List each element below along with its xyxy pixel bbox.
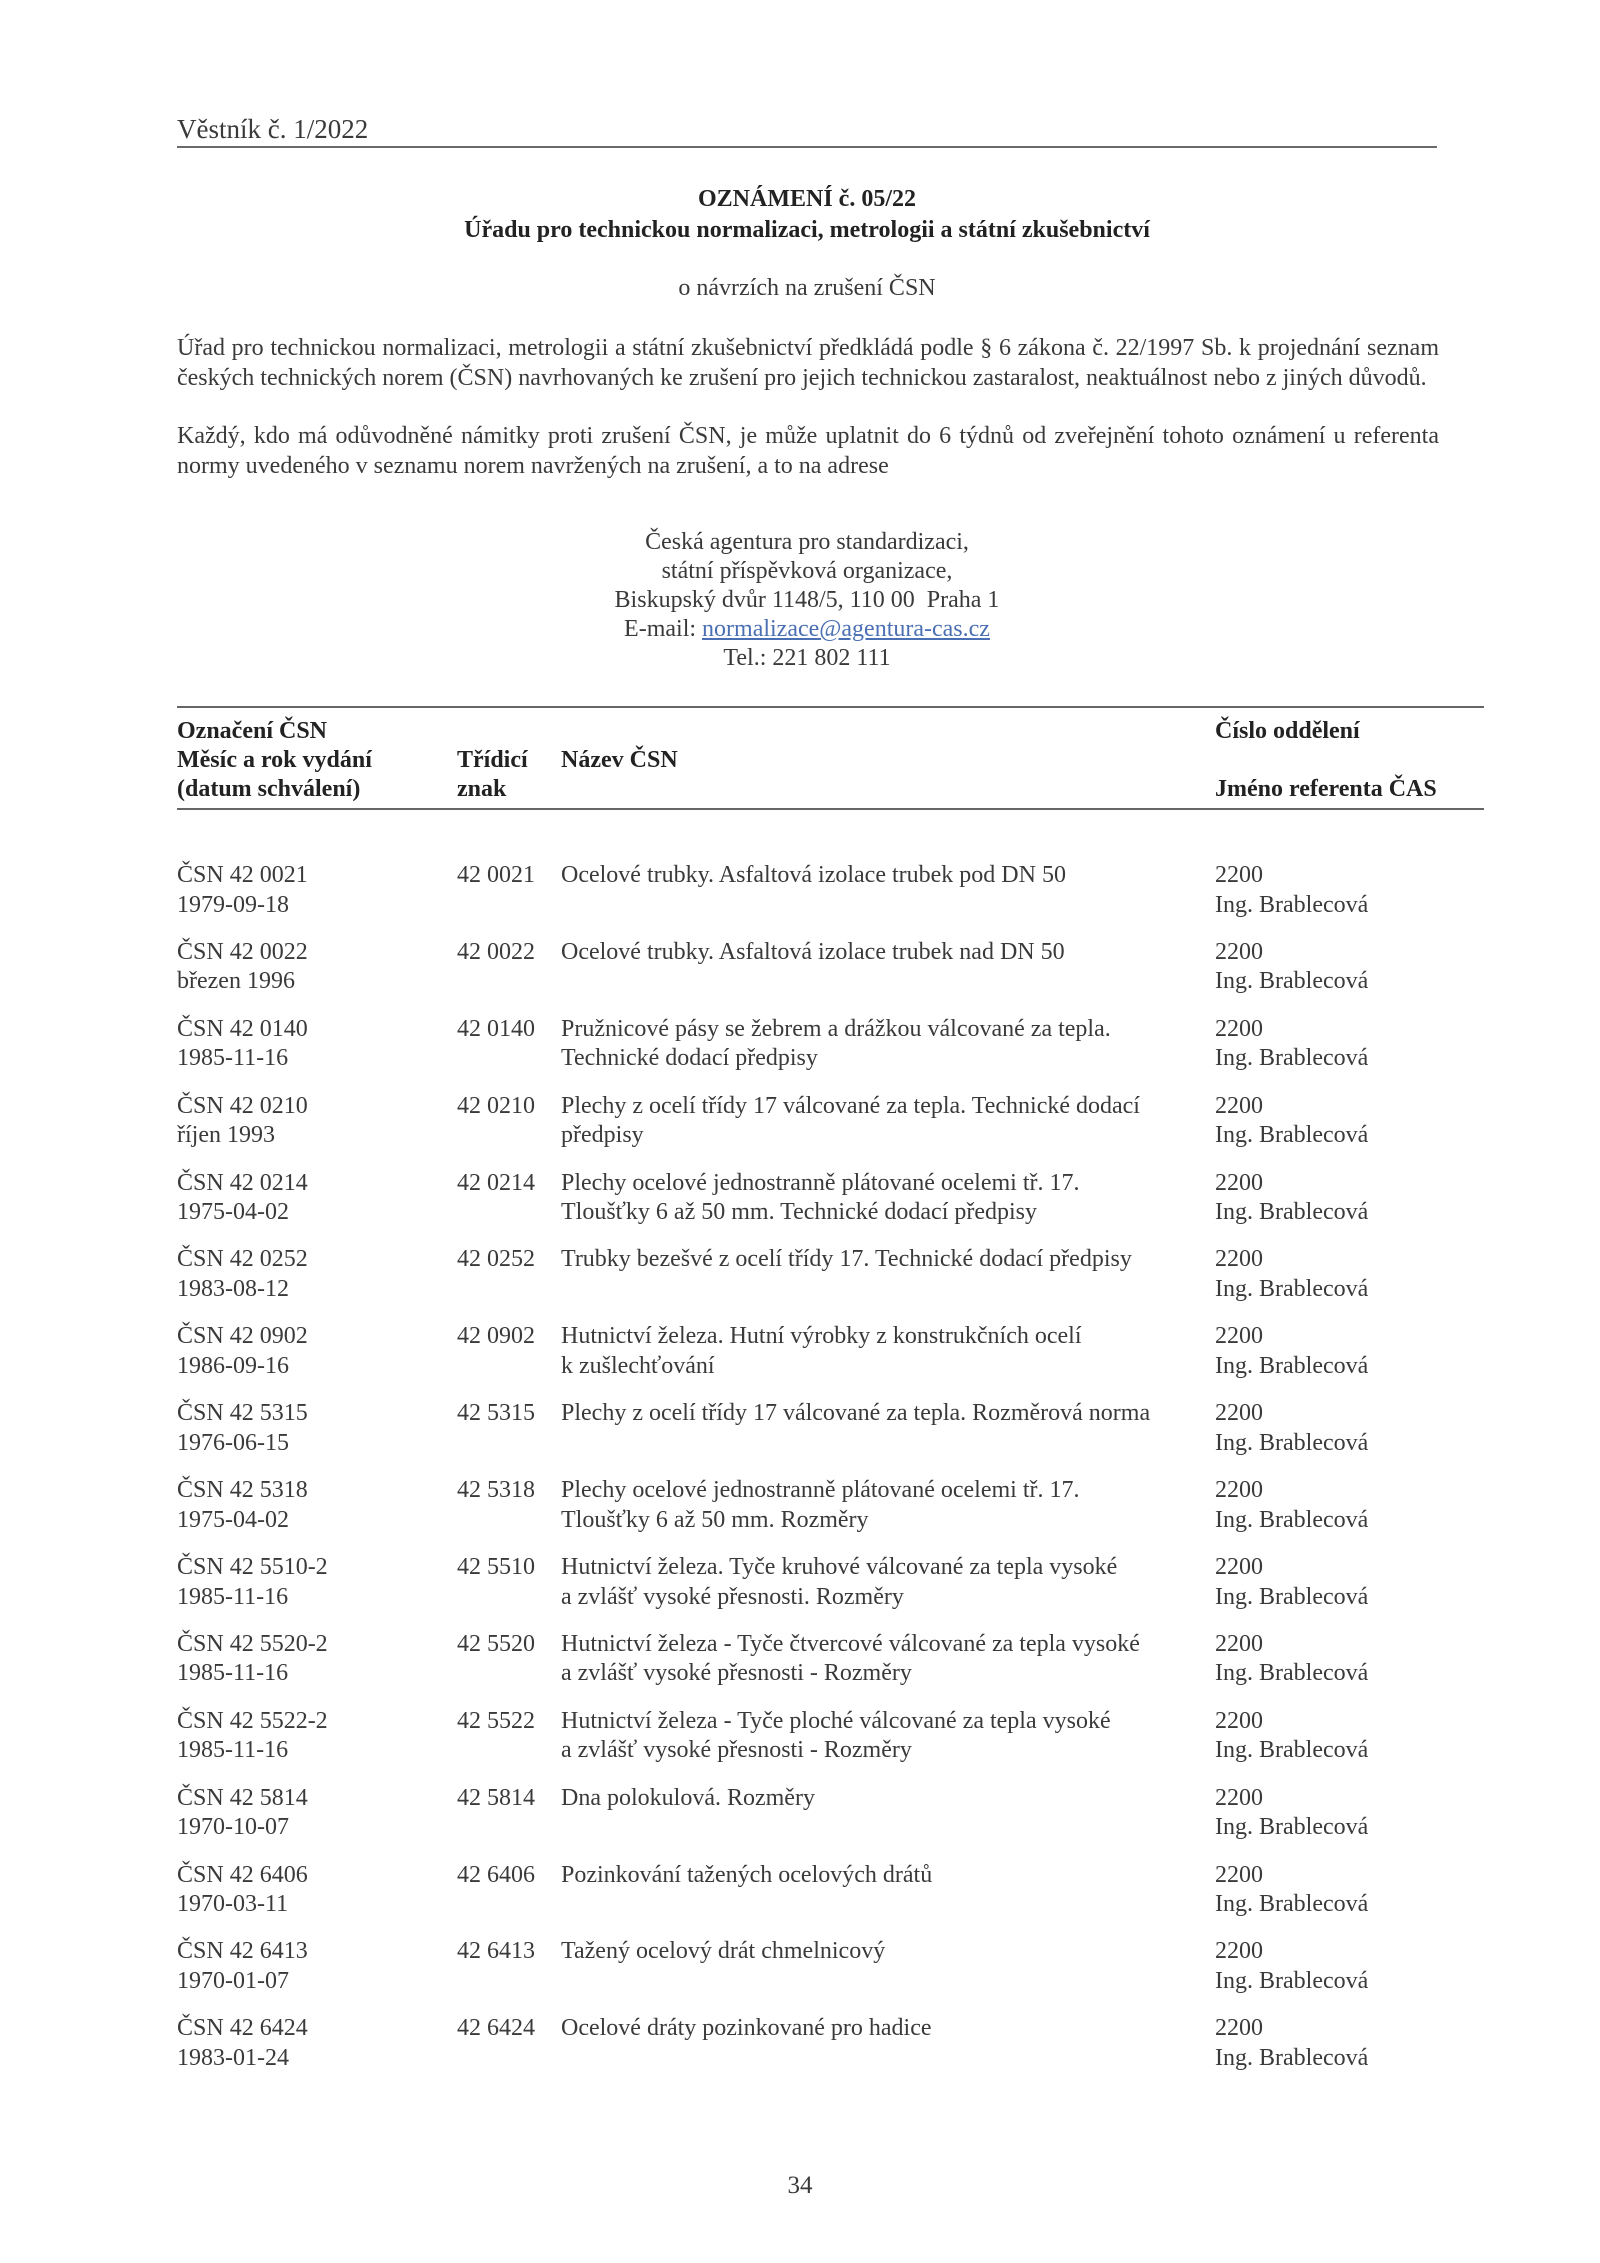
- standard-designation: ČSN 42 5510-2: [177, 1554, 328, 1581]
- standard-title-line: Hutnictví železa. Tyče kruhové válcované za tepla vysoké: [561, 1554, 1118, 1581]
- standard-title-line: Plechy ocelové jednostranně plátované ocelemi tř. 17.: [561, 1169, 1080, 1196]
- standard-title-cell: [561, 1630, 1140, 1689]
- standard-title-cell: [561, 938, 1065, 968]
- department-number: 2200: [1215, 1707, 1263, 1734]
- referent-name: Ing. Brablecová: [1215, 1429, 1369, 1456]
- table-row: [177, 2014, 1484, 2091]
- referent-name: Ing. Brablecová: [1215, 1814, 1369, 1841]
- classification-code: 42 5318: [457, 1477, 535, 1504]
- table-row: [177, 1553, 1484, 1630]
- paragraph-line: Úřad pro technickou normalizaci, metrologii a státní zkušebnictví předkládá podle § 6 zákona č. 22/1997 Sb. k projednání seznam: [177, 335, 1439, 361]
- email-label: E-mail:: [624, 616, 697, 642]
- department-number: 2200: [1215, 1092, 1263, 1119]
- standard-title-line: a zvlášť vysoké přesnosti - Rozměry: [561, 1737, 912, 1764]
- email-link[interactable]: normalizace@agentura-cas.cz: [702, 616, 990, 642]
- table-row: [177, 1861, 1484, 1938]
- standard-title-cell: [561, 1092, 1140, 1151]
- header-title: Název ČSN: [561, 747, 678, 773]
- classification-code: 42 0140: [457, 1015, 535, 1042]
- referent-cell: [1215, 1169, 1368, 1228]
- department-number: 2200: [1215, 2015, 1263, 2042]
- referent-name: Ing. Brablecová: [1215, 1199, 1369, 1226]
- designation-cell: [177, 1245, 308, 1304]
- referent-name: Ing. Brablecová: [1215, 968, 1369, 995]
- issue-date: 1986-09-16: [177, 1352, 289, 1379]
- classification-code: 42 6406: [457, 1861, 535, 1888]
- standard-title-line: Plechy z ocelí třídy 17 válcované za tepla. Technické dodací: [561, 1092, 1140, 1119]
- referent-name: Ing. Brablecová: [1215, 1737, 1369, 1764]
- classification-code: 42 0252: [457, 1246, 535, 1273]
- designation-cell: [177, 861, 308, 920]
- table-row: [177, 1707, 1484, 1784]
- referent-cell: [1215, 1553, 1368, 1612]
- standard-title-cell: [561, 1169, 1079, 1228]
- standard-title-line: Pružnicové pásy se žebrem a drážkou válcované za tepla.: [561, 1015, 1111, 1042]
- address-phone: Tel.: 221 802 111: [723, 645, 891, 671]
- issue-date: 1985-11-16: [177, 1045, 289, 1072]
- standard-title-cell: [561, 1245, 1132, 1275]
- standard-designation: ČSN 42 5315: [177, 1400, 308, 1427]
- classification-code: 42 0022: [457, 938, 535, 965]
- issue-date: 1975-04-02: [177, 1506, 289, 1533]
- standard-designation: ČSN 42 5318: [177, 1477, 308, 1504]
- designation-cell: [177, 1322, 308, 1381]
- table-row: [177, 1322, 1484, 1399]
- standard-title-cell: [561, 1015, 1111, 1074]
- designation-cell: [177, 1476, 308, 1535]
- referent-name: Ing. Brablecová: [1215, 1891, 1369, 1918]
- referent-cell: [1215, 1322, 1368, 1381]
- standard-title-line: a zvlášť vysoké přesnosti - Rozměry: [561, 1660, 912, 1687]
- table-header-rule: [177, 808, 1484, 810]
- intro-paragraph: [177, 333, 1439, 393]
- classification-code: 42 0210: [457, 1092, 535, 1119]
- designation-cell: [177, 1707, 328, 1766]
- issue-date: 1979-09-18: [177, 891, 289, 918]
- department-number: 2200: [1215, 938, 1263, 965]
- referent-cell: [1215, 1476, 1368, 1535]
- department-number: 2200: [1215, 1169, 1263, 1196]
- table-row: [177, 861, 1484, 938]
- standard-designation: ČSN 42 0902: [177, 1323, 308, 1350]
- standard-title-line: Technické dodací předpisy: [561, 1045, 818, 1072]
- classification-code: 42 5315: [457, 1400, 535, 1427]
- issue-date: 1985-11-16: [177, 1660, 289, 1687]
- standard-title-line: Ocelové dráty pozinkované pro hadice: [561, 2015, 932, 2042]
- classification-code: 42 6413: [457, 1938, 535, 1965]
- designation-cell: [177, 1630, 328, 1689]
- header-referent: Jméno referenta ČAS: [1215, 776, 1437, 802]
- standard-title-line: Tloušťky 6 až 50 mm. Technické dodací předpisy: [561, 1199, 1038, 1226]
- standard-title-line: Tažený ocelový drát chmelnicový: [561, 1938, 886, 1965]
- designation-cell: [177, 1553, 328, 1612]
- classification-code: 42 5510: [457, 1554, 535, 1581]
- header-department: Číslo oddělení: [1215, 718, 1360, 744]
- department-number: 2200: [1215, 1861, 1263, 1888]
- issue-date: 1970-01-07: [177, 1967, 289, 1994]
- standard-title-line: předpisy: [561, 1122, 644, 1149]
- paragraph-line: Každý, kdo má odůvodněné námitky proti zrušení ČSN, je může uplatnit do 6 týdnů od zveřejnění tohoto oznámení u referenta: [177, 423, 1439, 449]
- table-row: [177, 1399, 1484, 1476]
- address-organization: Česká agentura pro standardizaci,: [645, 529, 969, 555]
- standard-title-line: Ocelové trubky. Asfaltová izolace trubek nad DN 50: [561, 938, 1065, 965]
- designation-cell: [177, 1015, 308, 1074]
- referent-cell: [1215, 1784, 1368, 1843]
- department-number: 2200: [1215, 1784, 1263, 1811]
- department-number: 2200: [1215, 1938, 1263, 1965]
- header-class-code-2: znak: [457, 776, 507, 802]
- standard-title-cell: [561, 1553, 1117, 1612]
- standard-title-line: Hutnictví železa - Tyče čtvercové válcované za tepla vysoké: [561, 1630, 1140, 1657]
- standard-designation: ČSN 42 0210: [177, 1092, 308, 1119]
- classification-code: 42 5522: [457, 1707, 535, 1734]
- standard-title-cell: [561, 1399, 1150, 1429]
- issue-date: 1970-03-11: [177, 1891, 289, 1918]
- issue-date: březen 1996: [177, 968, 295, 995]
- referent-cell: [1215, 1092, 1368, 1151]
- issue-date: 1976-06-15: [177, 1429, 289, 1456]
- department-number: 2200: [1215, 1630, 1263, 1657]
- address-org-type: státní příspěvková organizace,: [661, 558, 953, 584]
- classification-code: 42 0214: [457, 1169, 535, 1196]
- classification-code: 42 6424: [457, 2015, 535, 2042]
- standard-designation: ČSN 42 6424: [177, 2015, 308, 2042]
- standard-title-line: Ocelové trubky. Asfaltová izolace trubek pod DN 50: [561, 862, 1066, 888]
- referent-name: Ing. Brablecová: [1215, 1967, 1369, 1994]
- issue-date: 1985-11-16: [177, 1583, 289, 1610]
- standard-designation: ČSN 42 0021: [177, 862, 308, 888]
- standard-designation: ČSN 42 6413: [177, 1938, 308, 1965]
- standard-title-cell: [561, 1861, 932, 1891]
- department-number: 2200: [1215, 862, 1263, 888]
- standard-title-line: Hutnictví železa - Tyče ploché válcované za tepla vysoké: [561, 1707, 1111, 1734]
- standard-title-line: Hutnictví železa. Hutní výrobky z konstrukčních ocelí: [561, 1323, 1082, 1350]
- standard-title-line: Trubky bezešvé z ocelí třídy 17. Technické dodací předpisy: [561, 1246, 1132, 1273]
- issue-date: 1983-08-12: [177, 1275, 289, 1302]
- standard-designation: ČSN 42 5520-2: [177, 1630, 328, 1657]
- standard-title-line: Plechy ocelové jednostranně plátované ocelemi tř. 17.: [561, 1477, 1080, 1504]
- objection-paragraph: [177, 421, 1439, 481]
- standard-title-line: Plechy z ocelí třídy 17 válcované za tepla. Rozměrová norma: [561, 1400, 1151, 1427]
- header-designation: Označení ČSN: [177, 718, 327, 744]
- header-rule: [177, 146, 1437, 148]
- department-number: 2200: [1215, 1246, 1263, 1273]
- table-row: [177, 1476, 1484, 1553]
- issue-date: 1983-01-24: [177, 2044, 289, 2071]
- designation-cell: [177, 938, 308, 997]
- designation-cell: [177, 1784, 308, 1843]
- standard-designation: ČSN 42 5522-2: [177, 1707, 328, 1734]
- header-issue-date: Měsíc a rok vydání: [177, 747, 372, 773]
- announcement-title: OZNÁMENÍ č. 05/22: [698, 186, 916, 212]
- classification-code: 42 5814: [457, 1784, 535, 1811]
- classification-code: 42 0902: [457, 1323, 535, 1350]
- table-row: [177, 938, 1484, 1015]
- address-block: [177, 528, 1437, 673]
- announcement-heading: [177, 184, 1437, 246]
- table-top-rule: [177, 706, 1484, 708]
- page-number: 34: [787, 2172, 813, 2199]
- table-row: [177, 1937, 1484, 2014]
- referent-name: Ing. Brablecová: [1215, 1660, 1369, 1687]
- standard-title-line: k zušlechťování: [561, 1352, 715, 1379]
- department-number: 2200: [1215, 1015, 1263, 1042]
- department-number: 2200: [1215, 1554, 1263, 1581]
- standard-designation: ČSN 42 5814: [177, 1784, 308, 1811]
- referent-cell: [1215, 1399, 1368, 1458]
- classification-code: 42 5520: [457, 1630, 535, 1657]
- designation-cell: [177, 1937, 308, 1996]
- table-row: [177, 1169, 1484, 1246]
- standard-designation: ČSN 42 0140: [177, 1015, 308, 1042]
- issue-date: 1985-11-16: [177, 1737, 289, 1764]
- referent-cell: [1215, 1630, 1368, 1689]
- address-street: Biskupský dvůr 1148/5, 110 00 Praha 1: [614, 587, 1000, 613]
- referent-cell: [1215, 1937, 1368, 1996]
- standard-title-cell: [561, 1476, 1079, 1535]
- designation-cell: [177, 1169, 308, 1228]
- table-row: [177, 1630, 1484, 1707]
- standard-title-cell: [561, 1322, 1082, 1381]
- designation-cell: [177, 1861, 308, 1920]
- paragraph-line: českých technických norem (ČSN) navrhovaných ke zrušení pro jejich technickou zastaralost, neaktuálnost nebo z jiných důvodů.: [177, 365, 1427, 391]
- standard-title-line: Dna polokulová. Rozměry: [561, 1784, 815, 1811]
- referent-name: Ing. Brablecová: [1215, 1275, 1369, 1302]
- referent-name: Ing. Brablecová: [1215, 1122, 1369, 1149]
- standard-title-cell: [561, 1784, 815, 1814]
- standard-title-cell: [561, 861, 1066, 891]
- standard-title-line: Pozinkování tažených ocelových drátů: [561, 1861, 933, 1888]
- standard-title-line: Tloušťky 6 až 50 mm. Rozměry: [561, 1506, 869, 1533]
- referent-cell: [1215, 861, 1368, 920]
- referent-cell: [1215, 1245, 1368, 1304]
- issue-date: 1975-04-02: [177, 1199, 289, 1226]
- department-number: 2200: [1215, 1477, 1263, 1504]
- referent-cell: [1215, 1707, 1368, 1766]
- standards-table-body: [177, 861, 1484, 2091]
- table-row: [177, 1245, 1484, 1322]
- journal-issue-title: Věstník č. 1/2022: [177, 114, 369, 144]
- standard-designation: ČSN 42 0022: [177, 938, 308, 965]
- department-number: 2200: [1215, 1323, 1263, 1350]
- table-row: [177, 1015, 1484, 1092]
- referent-cell: [1215, 2014, 1368, 2073]
- table-header: [177, 717, 1484, 805]
- designation-cell: [177, 1092, 308, 1151]
- address-email-line: [177, 615, 1437, 644]
- referent-name: Ing. Brablecová: [1215, 2044, 1369, 2071]
- referent-cell: [1215, 938, 1368, 997]
- table-row: [177, 1784, 1484, 1861]
- table-row: [177, 1092, 1484, 1169]
- announcement-subject: o návrzích na zrušení ČSN: [678, 275, 936, 301]
- standard-designation: ČSN 42 6406: [177, 1861, 308, 1888]
- referent-name: Ing. Brablecová: [1215, 891, 1369, 918]
- referent-name: Ing. Brablecová: [1215, 1045, 1369, 1072]
- standard-title-cell: [561, 1707, 1111, 1766]
- referent-name: Ing. Brablecová: [1215, 1506, 1369, 1533]
- paragraph-line: normy uvedeného v seznamu norem navržených na zrušení, a to na adrese: [177, 453, 889, 479]
- standard-title-line: a zvlášť vysoké přesnosti. Rozměry: [561, 1583, 904, 1610]
- standard-title-cell: [561, 1937, 885, 1967]
- announcement-issuer: Úřadu pro technickou normalizaci, metrologii a státní zkušebnictví: [464, 217, 1150, 243]
- referent-cell: [1215, 1015, 1368, 1074]
- referent-name: Ing. Brablecová: [1215, 1583, 1369, 1610]
- issue-date: 1970-10-07: [177, 1814, 289, 1841]
- standard-designation: ČSN 42 0252: [177, 1246, 308, 1273]
- issue-date: říjen 1993: [177, 1122, 275, 1149]
- designation-cell: [177, 2014, 308, 2073]
- department-number: 2200: [1215, 1400, 1263, 1427]
- standard-designation: ČSN 42 0214: [177, 1169, 308, 1196]
- standard-title-cell: [561, 2014, 932, 2044]
- header-class-code: Třídicí: [457, 747, 528, 773]
- designation-cell: [177, 1399, 308, 1458]
- referent-name: Ing. Brablecová: [1215, 1352, 1369, 1379]
- referent-cell: [1215, 1861, 1368, 1920]
- classification-code: 42 0021: [457, 862, 535, 888]
- header-approval-note: (datum schválení): [177, 776, 361, 802]
